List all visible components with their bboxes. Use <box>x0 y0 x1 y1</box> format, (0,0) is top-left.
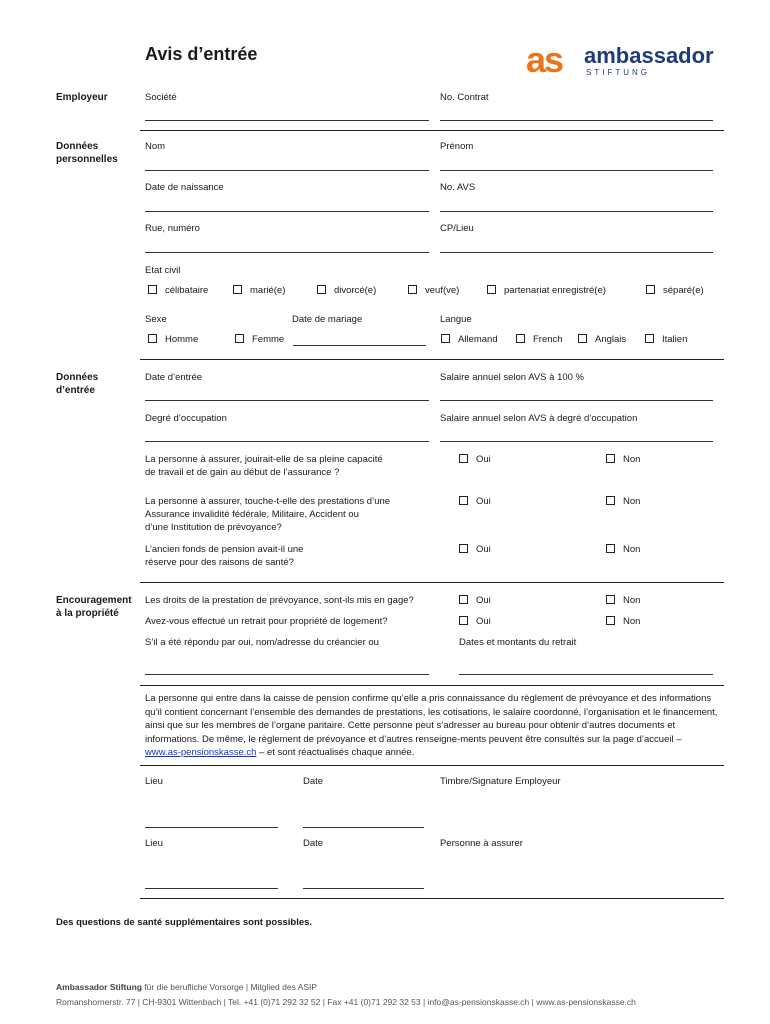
checkbox[interactable] <box>578 334 587 343</box>
zip-city-label: CP/Lieu <box>440 223 474 234</box>
avs-field[interactable] <box>440 211 713 212</box>
checkbox[interactable] <box>148 285 157 294</box>
checkbox[interactable] <box>459 616 468 625</box>
section-personal <box>56 140 118 166</box>
civil-option-divorced[interactable]: divorcé(e) <box>317 285 376 297</box>
date-label-insured: Date <box>303 838 324 849</box>
language-label: Langue <box>440 314 472 325</box>
salary-occ-label: Salaire annuel selon AVS à degré d’occupation <box>440 413 638 424</box>
reserve-no[interactable]: Non <box>606 544 640 556</box>
language-option-english[interactable]: Anglais <box>578 334 626 346</box>
footer-line-2: Romanshornerstr. 77 | CH-9301 Wittenbach | Tel. +41 (0)71 292 32 52 | Fax +41 (0)71 292 32 53 | info@as-pensionskasse.ch | www.as-pensionskasse.ch <box>56 997 636 1007</box>
question-withdrawal: Avez-vous effectué un retrait pour propriété de logement? <box>145 616 388 627</box>
checkbox[interactable] <box>516 334 525 343</box>
entry-date-field[interactable] <box>145 400 429 401</box>
question-reserve: L’ancien fonds de pension avait-il une réserve pour des raisons de santé? <box>145 544 304 568</box>
checkbox[interactable] <box>459 454 468 463</box>
firstname-field[interactable] <box>440 170 713 171</box>
capacity-yes[interactable]: Oui <box>459 454 491 466</box>
benefits-no[interactable]: Non <box>606 496 640 508</box>
company-label: Société <box>145 92 177 103</box>
website-link[interactable]: www.as-pensionskasse.ch <box>145 747 257 758</box>
employer-signature-label: Timbre/Signature Employeur <box>440 776 561 787</box>
place-field-insured[interactable] <box>145 888 278 889</box>
ambassador-logo <box>526 39 722 80</box>
language-option-italian[interactable]: Italien <box>645 334 687 346</box>
logo-mark: as <box>526 39 563 80</box>
name-field[interactable] <box>145 170 429 171</box>
civil-status-label: Etat civil <box>145 265 181 276</box>
divider <box>140 130 724 131</box>
street-field[interactable] <box>145 252 429 253</box>
sex-option-female[interactable]: Femme <box>235 334 284 346</box>
checkbox[interactable] <box>441 334 450 343</box>
reserve-yes[interactable]: Oui <box>459 544 491 556</box>
civil-option-partnership[interactable]: partenariat enregistré(e) <box>487 285 606 297</box>
checkbox[interactable] <box>646 285 655 294</box>
firstname-label: Prénom <box>440 141 474 152</box>
place-label-employer: Lieu <box>145 776 163 787</box>
question-capacity: La personne à assurer, jouirait-elle de sa pleine capacité de travail et de gain au début de l’assurance ? <box>145 454 383 478</box>
divider <box>140 359 724 360</box>
section-entry <box>56 371 98 397</box>
checkbox[interactable] <box>606 616 615 625</box>
place-field-employer[interactable] <box>145 827 278 828</box>
question-pledge: Les droits de la prestation de prévoyance, sont-ils mis en gage? <box>145 595 414 606</box>
checkbox[interactable] <box>408 285 417 294</box>
civil-option-single[interactable]: célibataire <box>148 285 208 297</box>
withdrawal-details-field[interactable] <box>459 674 713 675</box>
checkbox[interactable] <box>645 334 654 343</box>
salary-100-label: Salaire annuel selon AVS à 100 % <box>440 372 585 383</box>
checkbox[interactable] <box>148 334 157 343</box>
section-entry-line1: Données <box>56 372 99 383</box>
zip-city-field[interactable] <box>440 252 713 253</box>
checkbox[interactable] <box>606 544 615 553</box>
contract-field[interactable] <box>440 120 713 121</box>
salary-occ-field[interactable] <box>440 441 713 442</box>
checkbox[interactable] <box>233 285 242 294</box>
avs-label: No. AVS <box>440 182 476 193</box>
section-property <box>56 594 132 620</box>
contract-label: No. Contrat <box>440 92 489 103</box>
marriage-date-label: Date de mariage <box>292 314 363 325</box>
language-option-french[interactable]: French <box>516 334 563 346</box>
logo-subtitle: STIFTUNG <box>586 68 650 77</box>
divider <box>140 898 724 899</box>
birthdate-field[interactable] <box>145 211 429 212</box>
civil-option-separated[interactable]: séparé(e) <box>646 285 704 297</box>
checkbox[interactable] <box>487 285 496 294</box>
section-property-line2: à la propriété <box>56 608 119 619</box>
checkbox[interactable] <box>606 454 615 463</box>
capacity-no[interactable]: Non <box>606 454 640 466</box>
checkbox[interactable] <box>317 285 326 294</box>
creditor-label: S’il a été répondu par oui, nom/adresse du créancier ou <box>145 637 379 648</box>
date-label-employer: Date <box>303 776 324 787</box>
entry-date-label: Date d’entrée <box>145 372 203 383</box>
sex-label: Sexe <box>145 314 167 325</box>
section-property-line1: Encouragement <box>56 595 132 606</box>
checkbox[interactable] <box>235 334 244 343</box>
name-label: Nom <box>145 141 166 152</box>
checkbox[interactable] <box>459 544 468 553</box>
section-personal-line1: Données <box>56 141 99 152</box>
pledge-yes[interactable]: Oui <box>459 595 491 607</box>
company-field[interactable] <box>145 120 429 121</box>
insured-signature-label: Personne à assurer <box>440 838 523 849</box>
checkbox[interactable] <box>606 595 615 604</box>
sex-option-male[interactable]: Homme <box>148 334 198 346</box>
place-label-insured: Lieu <box>145 838 163 849</box>
creditor-field[interactable] <box>145 674 429 675</box>
divider <box>140 685 724 686</box>
withdrawal-no[interactable]: Non <box>606 616 640 628</box>
section-entry-line2: d’entrée <box>56 385 95 396</box>
pledge-no[interactable]: Non <box>606 595 640 607</box>
benefits-yes[interactable]: Oui <box>459 496 491 508</box>
birthdate-label: Date de naissance <box>145 182 224 193</box>
occupation-label: Degré d’occupation <box>145 413 227 424</box>
divider <box>140 582 724 583</box>
language-option-german[interactable]: Allemand <box>441 334 498 346</box>
page-title: Avis d’entrée <box>145 44 258 64</box>
checkbox[interactable] <box>459 595 468 604</box>
withdrawal-yes[interactable]: Oui <box>459 616 491 628</box>
health-note: Des questions de santé supplémentaires sont possibles. <box>56 917 313 928</box>
divider <box>140 765 724 766</box>
logo-name: ambassador <box>584 43 714 68</box>
section-personal-line2: personnelles <box>56 154 118 165</box>
marriage-date-field[interactable] <box>293 345 426 346</box>
question-benefits: La personne à assurer, touche-t-elle des prestations d’une Assurance invalidité fédérale, Militaire, Accident ou d’une Institution de prévoyance? <box>145 496 391 533</box>
section-employer: Employeur <box>56 92 108 103</box>
declaration-text: La personne qui entre dans la caisse de pension confirme qu’elle a pris connaissance du règlement de prévoyance et des informations qu’il contient concernant l’ensemble des demandes de prestations, les cotisations, le salaire coordonné, l’organisation et le financement, ainsi que sur les membres de l’organe paritaire. Cette personne peut s’adresser au bureau pour obtenir d’autres documents et informations. De même, le règlement de prévoyance et d’autres renseigne-ments peuvent être consultés sur la page d’accueil – www.as-pensionskasse.ch – et sont réactualisés chaque année. <box>145 693 718 758</box>
date-field-insured[interactable] <box>303 888 424 889</box>
withdrawal-details-label: Dates et montants du retrait <box>459 637 577 648</box>
checkbox[interactable] <box>459 496 468 505</box>
street-label: Rue, numéro <box>145 223 200 234</box>
occupation-field[interactable] <box>145 441 429 442</box>
date-field-employer[interactable] <box>303 827 424 828</box>
salary-100-field[interactable] <box>440 400 713 401</box>
checkbox[interactable] <box>606 496 615 505</box>
civil-option-widowed[interactable]: veuf(ve) <box>408 285 459 297</box>
footer-line-1: Ambassador Stiftung für die berufliche Vorsorge | Mitglied des ASIP <box>56 982 318 992</box>
civil-option-married[interactable]: marié(e) <box>233 285 285 297</box>
